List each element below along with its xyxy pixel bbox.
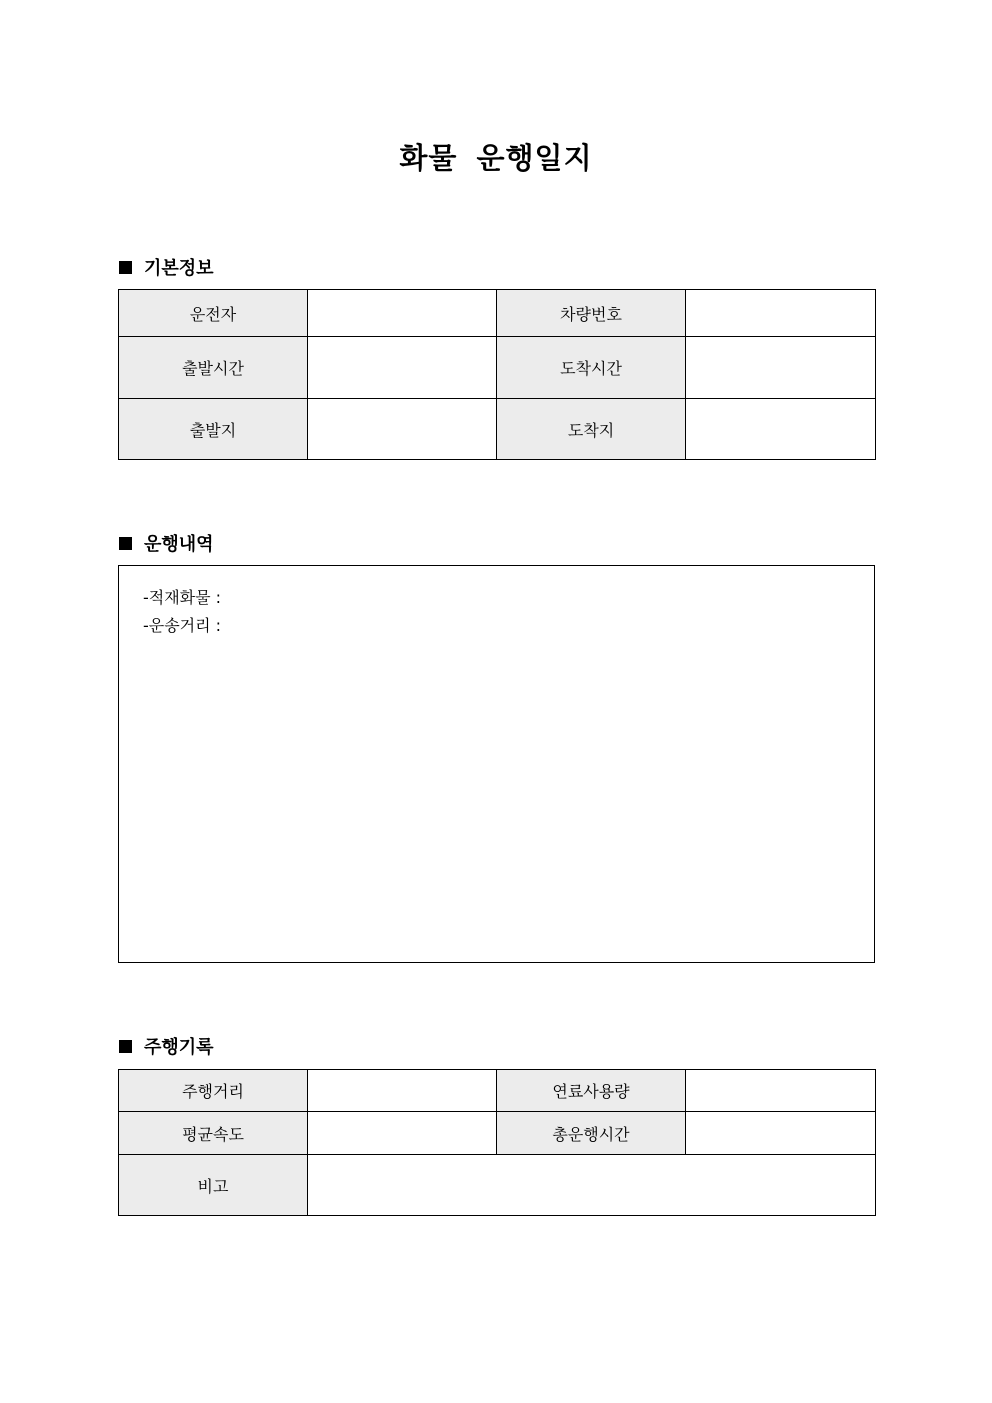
table-row <box>119 337 876 399</box>
table-row <box>119 1112 876 1155</box>
total-driving-time-field[interactable] <box>686 1112 876 1155</box>
square-bullet-icon <box>119 261 132 274</box>
fuel-usage-label: 연료사용량 <box>497 1070 686 1112</box>
total-driving-time-label: 총운행시간 <box>497 1112 686 1155</box>
square-bullet-icon <box>119 1040 132 1053</box>
page-title: 화물 운행일지 <box>399 141 593 175</box>
table-row <box>119 1070 876 1112</box>
operation-details-heading <box>119 530 214 556</box>
departure-place-field[interactable] <box>308 399 497 460</box>
operation-details-lines <box>143 584 221 640</box>
vehicle-number-label: 차량번호 <box>497 290 686 337</box>
operation-details-box[interactable] <box>118 565 875 963</box>
arrival-place-field[interactable] <box>686 399 876 460</box>
basic-info-table <box>118 289 876 460</box>
square-bullet-icon <box>119 537 132 550</box>
arrival-time-label: 도착시간 <box>497 337 686 399</box>
basic-info-heading <box>119 254 214 280</box>
remarks-field[interactable] <box>308 1155 876 1216</box>
vehicle-number-field[interactable] <box>686 290 876 337</box>
table-row <box>119 290 876 337</box>
operation-details-heading-text: 운행내역 <box>144 534 214 555</box>
remarks-label: 비고 <box>119 1155 308 1216</box>
driving-record-heading-text: 주행기록 <box>144 1037 214 1058</box>
arrival-place-label: 도착지 <box>497 399 686 460</box>
average-speed-field[interactable] <box>308 1112 497 1155</box>
driving-record-table <box>118 1069 876 1216</box>
driving-record-heading <box>119 1033 214 1059</box>
driver-field[interactable] <box>308 290 497 337</box>
departure-time-label: 출발시간 <box>119 337 308 399</box>
driving-distance-field[interactable] <box>308 1070 497 1112</box>
departure-place-label: 출발지 <box>119 399 308 460</box>
driving-distance-label: 주행거리 <box>119 1070 308 1112</box>
transport-distance-line: -운송거리 : <box>143 616 222 635</box>
departure-time-field[interactable] <box>308 337 497 399</box>
fuel-usage-field[interactable] <box>686 1070 876 1112</box>
average-speed-label: 평균속도 <box>119 1112 308 1155</box>
arrival-time-field[interactable] <box>686 337 876 399</box>
driver-label: 운전자 <box>119 290 308 337</box>
table-row <box>119 1155 876 1216</box>
table-row <box>119 399 876 460</box>
cargo-line: -적재화물 : <box>143 588 222 607</box>
basic-info-heading-text: 기본정보 <box>144 258 214 279</box>
